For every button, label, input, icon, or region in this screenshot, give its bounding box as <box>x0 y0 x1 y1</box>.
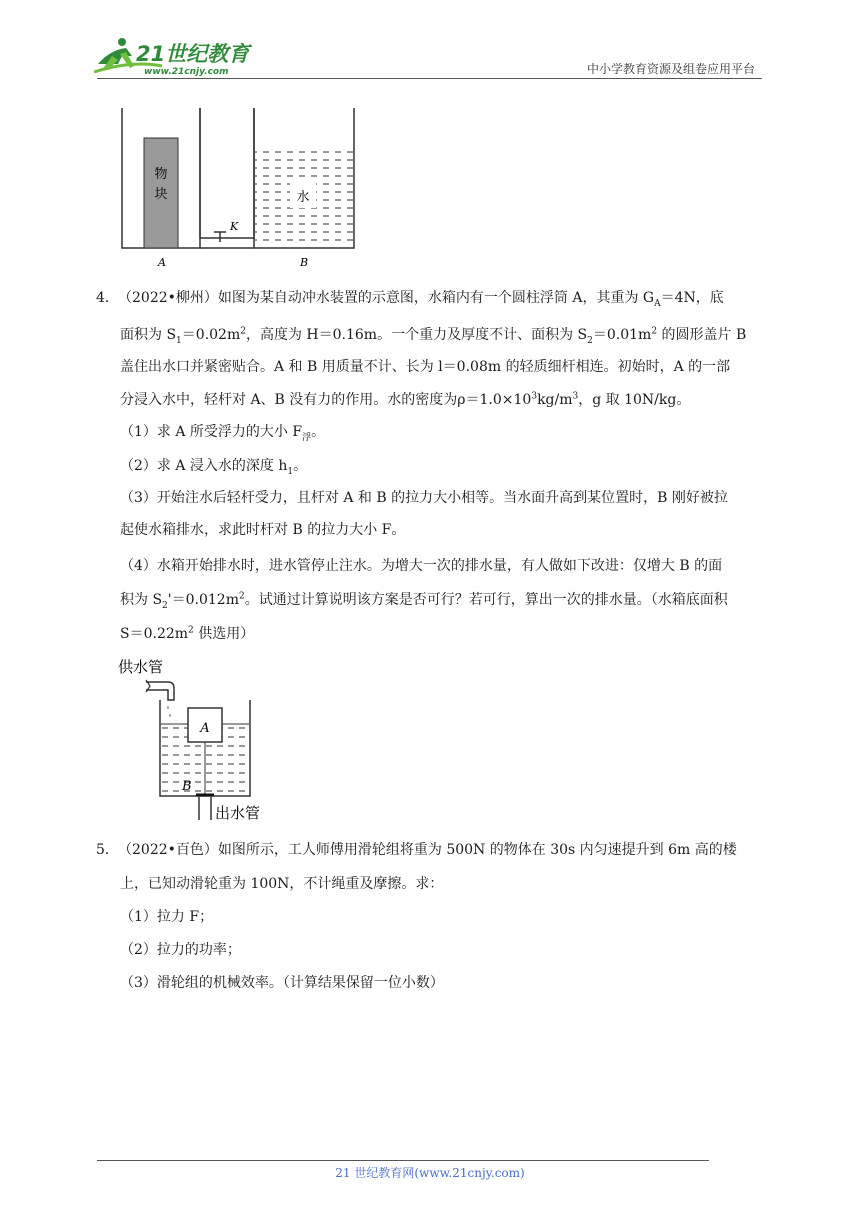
q5-line-1: 5．（2022•百色）如图所示，工人师傅用滑轮组将重为 500N 的物体在 30s 内匀速提升到 6m 高的楼 <box>96 842 737 858</box>
footer-divider <box>97 1160 709 1161</box>
header-divider <box>97 78 762 79</box>
platform-name: 中小学教育资源及组卷应用平台 <box>586 62 755 76</box>
site-logo <box>92 34 262 78</box>
cover-b-label: B <box>182 779 192 794</box>
block-label-bottom: 块 <box>154 187 168 202</box>
q5-sub-3: （3）滑轮组的机械效率。（计算结果保留一位小数） <box>120 975 444 991</box>
svg-text:∘: ∘ <box>166 703 170 712</box>
supply-pipe-label: 供水管 <box>118 658 164 676</box>
q4-line-2: 面积为 $S_1=0.02m^2$，高度为 H＝0.16m。一个重力及厚度不计、面积为 $S_2=0.01m^2$ 的圆形盖片 B <box>120 326 747 346</box>
q4-line-3: 盖住出水口并紧密贴合。A 和 B 用质量不计、长为 l＝0.08m 的轻质细杆相连。初始时，A 的一部 <box>120 359 731 375</box>
q4-sub-3b: 起使水箱排水，求此时杆对 B 的拉力大小 F。 <box>120 522 406 538</box>
logo-main-text: 21世纪教育 <box>136 42 250 66</box>
figure-flush-tank <box>116 652 286 824</box>
figure-block-water <box>118 108 358 270</box>
q4-sub-3a: （3）开始注水后轻杆受力，且杆对 A 和 B 的拉力大小相等。当水面升高到某位置时，B 刚好被拉 <box>120 490 728 506</box>
q4-sub-1: （1）求 A 所受浮力的大小 $F_浮$。 <box>120 424 326 443</box>
q5-number: 5． <box>96 842 119 858</box>
q4-line-4: 分浸入水中，轻杆对 A、B 没有力的作用。水的密度为$\rho=1.0\times 10^3kg/m^3$，g 取 10N/kg。 <box>120 391 691 408</box>
float-a-label: A <box>200 721 210 736</box>
label-a: A <box>158 256 166 269</box>
q4-number: 4． <box>96 290 119 306</box>
q4-line-1: 4．（2022•柳州）如图为某自动冲水装置的示意图，水箱内有一个圆柱浮筒 A，其重为 $G_A=4N$，底 <box>96 290 724 309</box>
logo-url-text: www.21cnjy.com <box>144 67 229 77</box>
q5-sub-2: （2）拉力的功率； <box>120 942 241 958</box>
q4-sub-4b: 积为 $S_2'=0.012m^2$。试通过计算说明该方案是否可行？若可行，算出一次的排水量。（水箱底面积 <box>120 591 728 611</box>
q4-sub-4c: $S=0.22m^2$ 供选用） <box>120 625 255 642</box>
q4-sub-2: （2）求 A 浸入水的深度 $h_1$。 <box>120 458 308 477</box>
valve-label: K <box>230 220 239 233</box>
footer-link[interactable]: 21 世纪教育网(www.21cnjy.com) <box>335 1166 525 1180</box>
outlet-pipe-label: 出水管 <box>215 804 261 822</box>
block-label-top: 物 <box>154 167 168 182</box>
label-b: B <box>300 256 309 269</box>
svg-text:∘: ∘ <box>168 711 172 720</box>
container-mid <box>200 108 254 238</box>
q5-sub-1: （1）拉力 F； <box>120 909 214 925</box>
water-label: 水 <box>296 190 310 205</box>
q5-line-2: 上，已知动滑轮重为 100N，不计绳重及摩擦。求： <box>120 876 444 892</box>
q4-sub-4a: （4）水箱开始排水时，进水管停止注水。为增大一次的排水量，有人做如下改进：仅增大 B 的面 <box>120 558 723 574</box>
supply-pipe-icon <box>146 682 174 700</box>
